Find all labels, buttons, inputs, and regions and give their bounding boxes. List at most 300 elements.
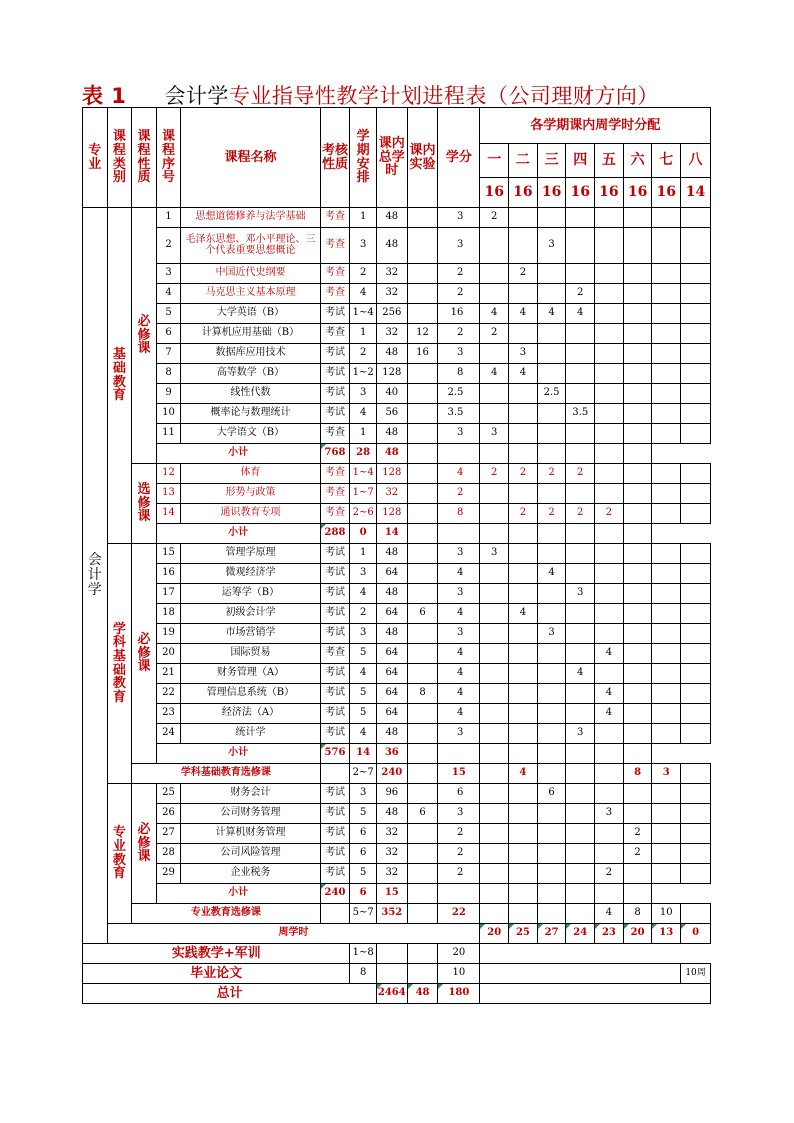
course-lab <box>407 584 438 604</box>
subject-elective-term-hours <box>681 764 711 784</box>
course-term-hours <box>623 604 652 624</box>
prof-elective-lab <box>407 904 438 924</box>
course-term-hours <box>537 644 566 664</box>
course-term-hours <box>623 464 652 484</box>
course-row <box>83 484 711 504</box>
course-credit: 2 <box>438 284 480 304</box>
course-term-hours <box>652 584 681 604</box>
course-term-hours <box>537 404 566 424</box>
course-credit: 4 <box>438 684 480 704</box>
empty-cell <box>537 524 566 544</box>
course-term-hours <box>566 844 595 864</box>
course-credit: 3 <box>438 228 480 264</box>
course-term-hours: 2 <box>537 504 566 524</box>
course-term-hours: 3 <box>480 424 509 444</box>
course-credit: 3 <box>438 624 480 644</box>
course-name: 中国近代史纲要 <box>181 264 320 284</box>
subtotal-row <box>83 744 711 764</box>
thesis-row-credit: 10 <box>438 964 480 984</box>
course-row <box>83 784 711 804</box>
course-term-hours <box>595 264 624 284</box>
course-row <box>83 284 711 304</box>
course-term-hours: 2 <box>623 844 652 864</box>
course-term-hours <box>509 664 538 684</box>
header-weeks-6: 16 <box>623 178 652 208</box>
course-term-hours: 4 <box>566 304 595 324</box>
course-name: 经济法（A） <box>181 704 320 724</box>
course-term-hours <box>595 724 624 744</box>
course-term-hours <box>566 804 595 824</box>
course-hours: 64 <box>376 604 407 624</box>
course-term-hours <box>681 684 711 704</box>
header-exam: 考核性质 <box>320 108 350 208</box>
course-exam: 考查 <box>320 484 350 504</box>
course-term: 5 <box>350 864 377 884</box>
subject-elective-term-hours <box>595 764 624 784</box>
course-exam: 考试 <box>320 624 350 644</box>
course-term-hours <box>652 624 681 644</box>
course-term-hours <box>652 544 681 564</box>
course-seq: 12 <box>156 464 181 484</box>
course-exam: 考试 <box>320 304 350 324</box>
course-row <box>83 384 711 404</box>
course-term-hours <box>652 824 681 844</box>
subject-elective-term-hours <box>537 764 566 784</box>
course-term-hours <box>623 228 652 264</box>
course-hours: 56 <box>376 404 407 424</box>
nature-required: 必修课 <box>132 544 157 764</box>
empty-cell <box>320 764 350 784</box>
prof-elective-term-hours: 8 <box>623 904 652 924</box>
course-term-hours <box>652 804 681 824</box>
category-subject-basic: 学科基础教育 <box>107 544 132 784</box>
subtotal-lab: 28 <box>350 444 377 464</box>
course-lab <box>407 564 438 584</box>
course-term-hours: 2 <box>509 264 538 284</box>
course-row <box>83 704 711 724</box>
page-title <box>82 80 659 108</box>
course-row <box>83 604 711 624</box>
header-weeks-1: 16 <box>480 178 509 208</box>
course-term-hours <box>509 824 538 844</box>
week-hours-value: 0 <box>681 924 711 944</box>
course-exam: 考试 <box>320 364 350 384</box>
course-row <box>83 624 711 644</box>
prof-elective-term-hours <box>566 904 595 924</box>
course-term-hours <box>681 804 711 824</box>
course-seq: 5 <box>156 304 181 324</box>
course-term-hours: 3.5 <box>566 404 595 424</box>
empty-cell <box>438 884 480 904</box>
subtotal-label: 小计 <box>156 884 320 904</box>
thesis-row-term: 8 <box>350 964 377 984</box>
empty-cell <box>566 444 595 464</box>
course-lab <box>407 724 438 744</box>
course-term-hours: 2.5 <box>537 384 566 404</box>
course-term: 3 <box>350 384 377 404</box>
course-term-hours: 2 <box>566 464 595 484</box>
course-hours: 32 <box>376 484 407 504</box>
course-name: 管理信息系统（B） <box>181 684 320 704</box>
course-hours: 48 <box>376 624 407 644</box>
course-row <box>83 824 711 844</box>
prof-elective-hours: 352 <box>376 904 407 924</box>
course-term-hours <box>509 424 538 444</box>
course-term-hours <box>509 784 538 804</box>
course-credit: 3 <box>438 724 480 744</box>
course-name: 市场营销学 <box>181 624 320 644</box>
course-term-hours <box>681 864 711 884</box>
course-term-hours <box>480 684 509 704</box>
course-term-hours <box>652 228 681 264</box>
course-term-hours <box>681 404 711 424</box>
course-term-hours: 2 <box>537 464 566 484</box>
course-exam: 考试 <box>320 344 350 364</box>
course-term-hours <box>652 344 681 364</box>
course-name: 思想道德修养与法学基础 <box>181 208 320 228</box>
course-hours: 128 <box>376 364 407 384</box>
course-seq: 1 <box>156 208 181 228</box>
thesis-note: 10周 <box>681 964 711 984</box>
course-term-hours <box>595 464 624 484</box>
course-seq: 27 <box>156 824 181 844</box>
course-lab <box>407 644 438 664</box>
practice-row-label: 实践教学+军训 <box>83 944 350 964</box>
course-term-hours: 3 <box>566 584 595 604</box>
course-term-hours <box>652 208 681 228</box>
course-term-hours <box>595 424 624 444</box>
empty-cell <box>623 884 652 904</box>
category-professional: 专业教育 <box>107 784 132 924</box>
course-term-hours <box>623 544 652 564</box>
course-term-hours <box>566 424 595 444</box>
course-term-hours <box>681 344 711 364</box>
course-row <box>83 424 711 444</box>
course-lab <box>407 228 438 264</box>
course-term-hours <box>480 704 509 724</box>
course-term-hours <box>509 544 538 564</box>
course-term: 5 <box>350 644 377 664</box>
course-term-hours <box>480 644 509 664</box>
course-term-hours <box>681 364 711 384</box>
empty-cell <box>480 944 711 964</box>
course-credit: 2 <box>438 864 480 884</box>
course-credit: 3.5 <box>438 404 480 424</box>
course-term-hours <box>537 804 566 824</box>
course-term: 1~7 <box>350 484 377 504</box>
course-exam: 考试 <box>320 584 350 604</box>
empty-cell <box>509 744 538 764</box>
course-seq: 13 <box>156 484 181 504</box>
thesis-row-hours <box>376 964 407 984</box>
course-seq: 11 <box>156 424 181 444</box>
course-term-hours <box>566 684 595 704</box>
course-term-hours <box>480 404 509 424</box>
subject-elective-term-hours <box>480 764 509 784</box>
course-term-hours <box>537 424 566 444</box>
subtotal-hours: 768 <box>320 444 350 464</box>
course-term-hours: 2 <box>566 504 595 524</box>
course-term-hours <box>509 804 538 824</box>
course-term-hours <box>652 424 681 444</box>
week-hours-value: 25 <box>509 924 538 944</box>
week-hours-value: 13 <box>652 924 681 944</box>
course-term-hours <box>509 644 538 664</box>
course-seq: 16 <box>156 564 181 584</box>
course-row <box>83 564 711 584</box>
empty-cell <box>480 524 509 544</box>
course-term: 5 <box>350 704 377 724</box>
course-term-hours <box>623 404 652 424</box>
course-lab <box>407 404 438 424</box>
practice-row-lab <box>407 944 438 964</box>
course-credit: 6 <box>438 784 480 804</box>
course-term: 3 <box>350 228 377 264</box>
course-term-hours <box>623 364 652 384</box>
header-weeks-2: 16 <box>509 178 538 208</box>
course-term: 4 <box>350 724 377 744</box>
course-term-hours <box>595 584 624 604</box>
header-term-7: 七 <box>652 144 681 178</box>
course-credit: 4 <box>438 604 480 624</box>
course-term-hours: 4 <box>595 644 624 664</box>
course-credit: 16 <box>438 304 480 324</box>
course-term-hours <box>509 384 538 404</box>
course-term-hours <box>509 684 538 704</box>
course-seq: 14 <box>156 504 181 524</box>
week-hours-value: 20 <box>480 924 509 944</box>
course-hours: 96 <box>376 784 407 804</box>
course-term: 2~6 <box>350 504 377 524</box>
course-exam: 考查 <box>320 264 350 284</box>
course-term-hours <box>537 484 566 504</box>
course-term: 3 <box>350 784 377 804</box>
subtotal-lab: 14 <box>350 744 377 764</box>
course-row <box>83 664 711 684</box>
course-term-hours <box>509 584 538 604</box>
empty-cell <box>623 524 652 544</box>
course-lab: 12 <box>407 324 438 344</box>
practice-row-term: 1~8 <box>350 944 377 964</box>
course-term-hours <box>566 484 595 504</box>
course-term-hours <box>652 644 681 664</box>
course-hours: 48 <box>376 344 407 364</box>
course-term-hours <box>595 284 624 304</box>
course-term: 4 <box>350 284 377 304</box>
course-hours: 32 <box>376 844 407 864</box>
course-term-hours <box>480 604 509 624</box>
course-lab <box>407 784 438 804</box>
nature-required: 必修课 <box>132 784 157 904</box>
course-credit: 2 <box>438 844 480 864</box>
empty-cell <box>509 444 538 464</box>
course-name: 形势与政策 <box>181 484 320 504</box>
course-term-hours <box>537 544 566 564</box>
course-term-hours <box>480 344 509 364</box>
course-term-hours <box>681 384 711 404</box>
course-term: 1 <box>350 208 377 228</box>
course-term-hours <box>566 264 595 284</box>
course-term-hours <box>681 424 711 444</box>
empty-cell <box>566 524 595 544</box>
course-term: 1~4 <box>350 464 377 484</box>
course-term-hours <box>595 624 624 644</box>
course-hours: 64 <box>376 644 407 664</box>
subject-elective-term-hours: 3 <box>652 764 681 784</box>
course-credit: 3 <box>438 208 480 228</box>
category-basic: 基础教育 <box>107 208 132 544</box>
course-seq: 26 <box>156 804 181 824</box>
course-term-hours <box>509 284 538 304</box>
course-exam: 考查 <box>320 424 350 444</box>
course-credit: 8 <box>438 504 480 524</box>
course-row <box>83 724 711 744</box>
course-lab <box>407 704 438 724</box>
course-term-hours <box>480 284 509 304</box>
empty-cell <box>509 524 538 544</box>
course-term-hours: 4 <box>480 364 509 384</box>
course-name: 马克思主义基本原理 <box>181 284 320 304</box>
course-term-hours <box>566 864 595 884</box>
major-label: 会计学 <box>83 208 108 944</box>
course-exam: 考试 <box>320 804 350 824</box>
course-term-hours <box>623 504 652 524</box>
course-term-hours <box>480 864 509 884</box>
course-term-hours: 6 <box>537 784 566 804</box>
subtotal-label: 小计 <box>156 444 320 464</box>
course-term-hours <box>652 664 681 684</box>
course-term-hours <box>566 384 595 404</box>
course-row <box>83 584 711 604</box>
subject-elective-label: 学科基础教育选修课 <box>132 764 320 784</box>
course-term-hours <box>595 544 624 564</box>
course-term-hours <box>595 664 624 684</box>
course-name: 线性代数 <box>181 384 320 404</box>
course-term-hours <box>595 208 624 228</box>
course-seq: 10 <box>156 404 181 424</box>
course-name: 毛泽东思想、邓小平理论、三个代表重要思想概论 <box>181 228 320 264</box>
course-credit: 4 <box>438 644 480 664</box>
course-hours: 64 <box>376 704 407 724</box>
subject-elective-credit: 15 <box>438 764 480 784</box>
course-term-hours <box>681 504 711 524</box>
empty-cell <box>566 884 595 904</box>
subtotal-hours: 576 <box>320 744 350 764</box>
prof-elective-term: 5~7 <box>350 904 377 924</box>
course-term-hours <box>480 504 509 524</box>
course-term: 1~4 <box>350 304 377 324</box>
subtotal-hours: 240 <box>320 884 350 904</box>
course-term-hours <box>623 284 652 304</box>
header-term-1: 一 <box>480 144 509 178</box>
course-exam: 考试 <box>320 544 350 564</box>
subtotal-row <box>83 444 711 464</box>
course-term-hours <box>652 704 681 724</box>
course-term: 5 <box>350 684 377 704</box>
week-hours-value: 20 <box>623 924 652 944</box>
course-term-hours <box>509 704 538 724</box>
course-lab <box>407 264 438 284</box>
course-term-hours <box>537 344 566 364</box>
empty-cell <box>566 744 595 764</box>
course-seq: 18 <box>156 604 181 624</box>
course-term-hours <box>480 804 509 824</box>
course-name: 国际贸易 <box>181 644 320 664</box>
course-term-hours <box>566 644 595 664</box>
prof-elective-term-hours <box>480 904 509 924</box>
header-weeks-3: 16 <box>537 178 566 208</box>
total-row-lab: 48 <box>407 984 438 1004</box>
course-term-hours: 4 <box>509 304 538 324</box>
header-distribution: 各学期课内周学时分配 <box>480 108 711 144</box>
course-term: 6 <box>350 844 377 864</box>
header-credit: 学分 <box>438 108 480 208</box>
course-lab <box>407 844 438 864</box>
course-term-hours <box>595 484 624 504</box>
course-term-hours <box>537 208 566 228</box>
course-term-hours <box>623 484 652 504</box>
course-term-hours: 4 <box>537 564 566 584</box>
course-term-hours: 2 <box>566 284 595 304</box>
course-row <box>83 228 711 264</box>
course-name: 运筹学（B） <box>181 584 320 604</box>
course-term-hours <box>681 644 711 664</box>
course-lab <box>407 424 438 444</box>
course-exam: 考试 <box>320 684 350 704</box>
course-term-hours <box>681 564 711 584</box>
header-term-6: 六 <box>623 144 652 178</box>
course-term-hours <box>480 228 509 264</box>
course-row <box>83 804 711 824</box>
course-term-hours <box>623 584 652 604</box>
subtotal-credit: 14 <box>376 524 407 544</box>
course-term: 1 <box>350 544 377 564</box>
course-term-hours <box>509 624 538 644</box>
course-name: 企业税务 <box>181 864 320 884</box>
course-term-hours <box>509 484 538 504</box>
course-row <box>83 208 711 228</box>
course-row <box>83 364 711 384</box>
course-term-hours <box>566 228 595 264</box>
course-exam: 考查 <box>320 208 350 228</box>
course-lab <box>407 464 438 484</box>
course-term-hours <box>480 664 509 684</box>
course-row <box>83 844 711 864</box>
course-term-hours <box>537 824 566 844</box>
course-term-hours <box>595 344 624 364</box>
course-term-hours <box>595 324 624 344</box>
course-seq: 9 <box>156 384 181 404</box>
course-lab: 8 <box>407 684 438 704</box>
total-row-hours: 2464 <box>376 984 407 1004</box>
subject-elective-term-hours: 4 <box>509 764 538 784</box>
course-term-hours <box>681 304 711 324</box>
course-name: 数据库应用技术 <box>181 344 320 364</box>
course-term-hours <box>681 724 711 744</box>
course-term-hours <box>566 364 595 384</box>
course-term-hours <box>566 704 595 724</box>
course-term-hours <box>623 324 652 344</box>
week-hours-row <box>83 924 711 944</box>
course-term: 4 <box>350 664 377 684</box>
empty-cell <box>438 444 480 464</box>
empty-cell <box>623 444 652 464</box>
course-row <box>83 644 711 664</box>
course-term-hours <box>509 564 538 584</box>
course-exam: 考试 <box>320 824 350 844</box>
course-row <box>83 324 711 344</box>
header-weeks-4: 16 <box>566 178 595 208</box>
